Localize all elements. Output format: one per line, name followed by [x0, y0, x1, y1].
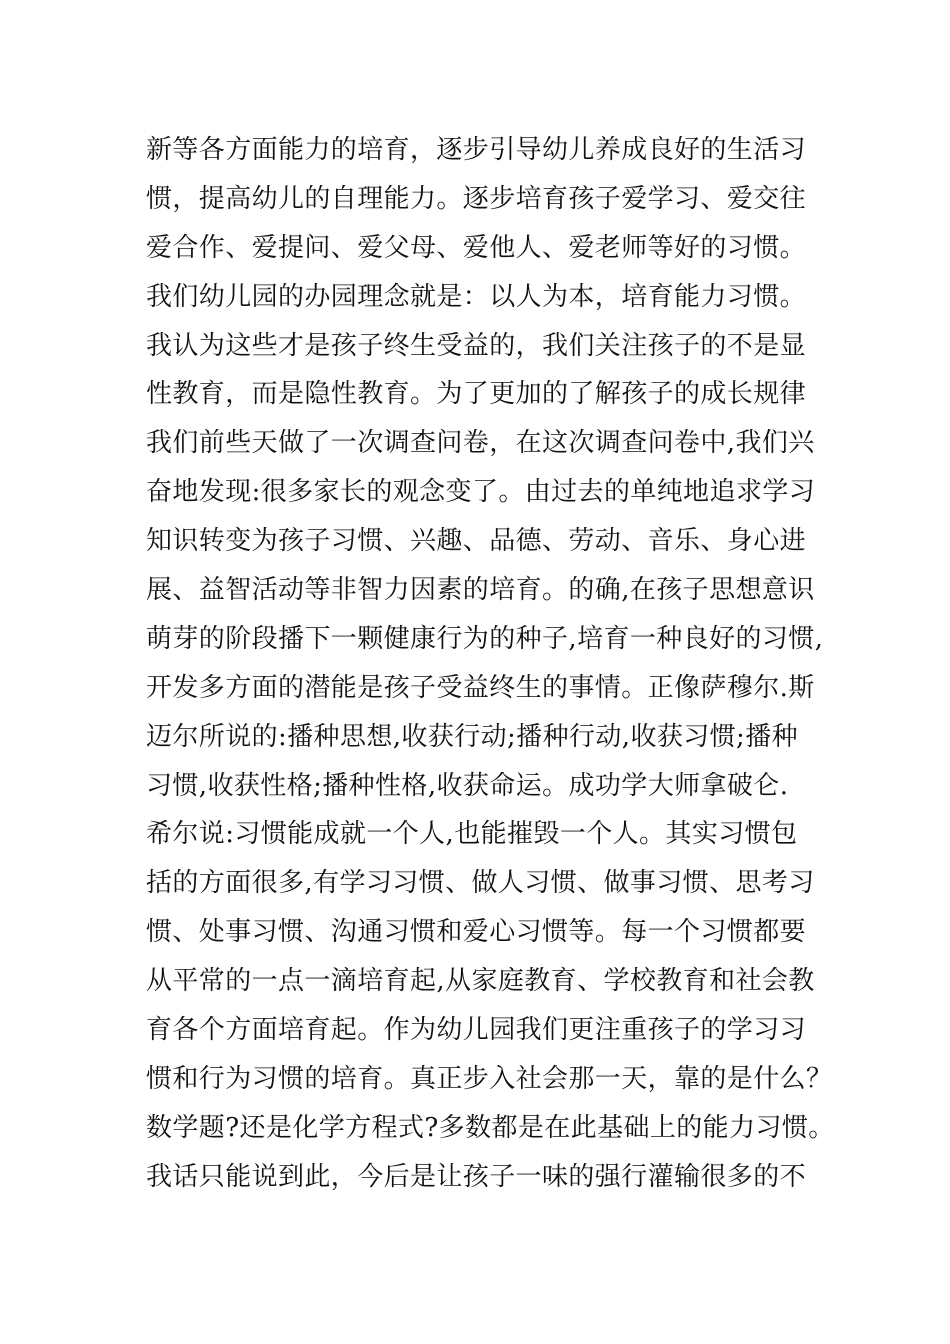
text-line: 惯，提高幼儿的自理能力。逐步培育孩子爱学习、爱交往 [146, 183, 807, 214]
text-line: 迈尔所说的:播种思想,收获行动;播种行动,收获习惯;播种 [146, 721, 799, 752]
text-line: 萌芽的阶段播下一颗健康行为的种子,培育一种良好的习惯, [146, 623, 824, 654]
text-line: 希尔说:习惯能成就一个人,也能摧毁一个人。其实习惯包 [146, 819, 798, 850]
text-line: 我们幼儿园的办园理念就是：以人为本，培育能力习惯。 [146, 281, 807, 312]
text-line: 展、益智活动等非智力因素的培育。的确,在孩子思想意识 [146, 575, 815, 606]
text-line: 新等各方面能力的培育，逐步引导幼儿养成良好的生活习 [146, 135, 807, 165]
text-line: 爱合作、爱提问、爱父母、爱他人、爱老师等好的习惯。 [146, 232, 807, 263]
text-line: 育各个方面培育起。作为幼儿园我们更注重孩子的学习习 [146, 1015, 807, 1046]
body-text [146, 126, 835, 1202]
text-line: 性教育，而是隐性教育。为了更加的了解孩子的成长规律 [146, 379, 807, 410]
text-line: 开发多方面的潜能是孩子受益终生的事情。正像萨穆尔.斯 [146, 672, 815, 703]
text-line: 奋地发现:很多家长的观念变了。由过去的单纯地追求学习 [146, 477, 816, 508]
text-line: 惯和行为习惯的培育。真正步入社会那一天，靠的是什么？ [146, 1063, 833, 1094]
text-line: 惯、处事习惯、沟通习惯和爱心习惯等。每一个习惯都要 [146, 917, 807, 948]
text-line: 括的方面很多,有学习习惯、做人习惯、做事习惯、思考习 [146, 868, 815, 899]
text-line: 我们前些天做了一次调查问卷，在这次调查问卷中,我们兴 [146, 428, 815, 459]
text-line: 数学题?还是化学方程式?多数都是在此基础上的能力习惯。 [146, 1112, 835, 1143]
text-line: 从平常的一点一滴培育起,从家庭教育、学校教育和社会教 [146, 966, 815, 997]
text-line: 习惯,收获性格;播种性格,收获命运。成功学大师拿破仑. [146, 770, 789, 801]
text-line: 知识转变为孩子习惯、兴趣、品德、劳动、音乐、身心进 [146, 526, 807, 557]
text-line: 我认为这些才是孩子终生受益的，我们关注孩子的不是显 [146, 330, 807, 361]
text-line: 我话只能说到此，今后是让孩子一味的强行灌输很多的不 [146, 1161, 807, 1192]
